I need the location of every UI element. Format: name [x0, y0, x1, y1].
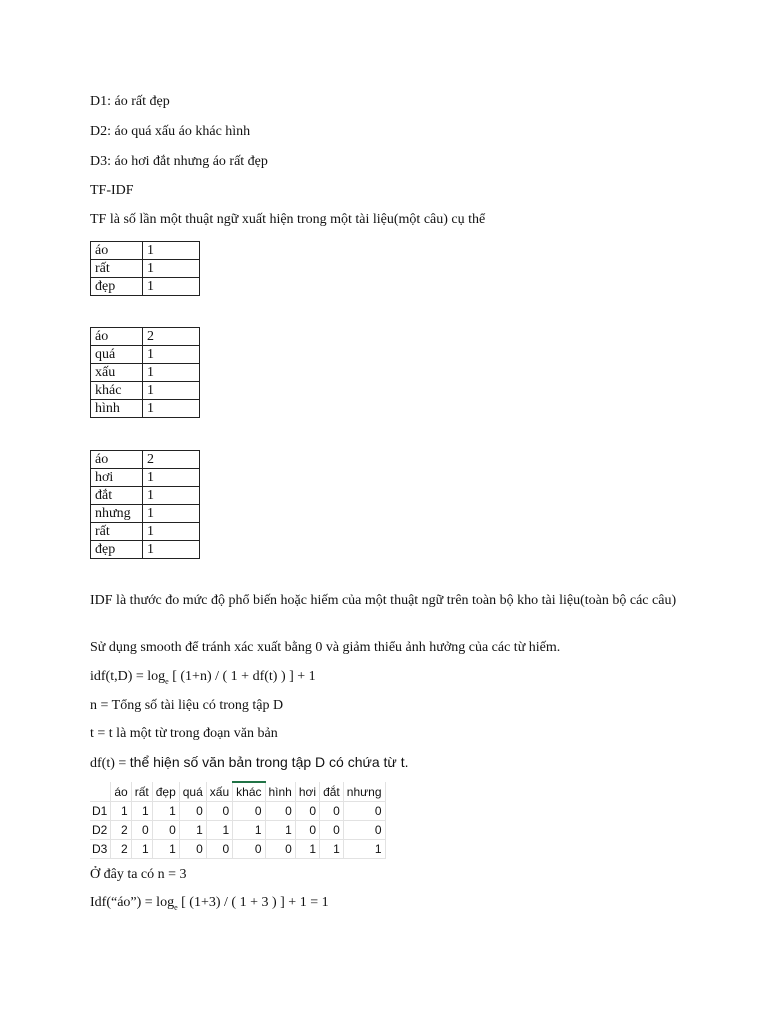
- idf-definition: IDF là thước đo mức độ phổ biến hoặc hiếm của một thuật ngữ trên toàn bộ kho tài liệu(toàn bộ các câu): [90, 593, 677, 608]
- count-cell: 1: [143, 382, 200, 400]
- df-value-cell: 0: [179, 802, 206, 821]
- term-cell: khác: [91, 382, 143, 400]
- df-value-cell: 0: [233, 802, 265, 821]
- tf-table-d2: [90, 327, 200, 418]
- df-value-cell: 0: [343, 821, 385, 840]
- df-value-cell: 0: [320, 821, 344, 840]
- count-cell: 1: [143, 242, 200, 260]
- tf-row: [91, 260, 200, 278]
- line-d2: D2: áo quá xấu áo khác hình: [90, 124, 251, 139]
- idf-formula: [90, 668, 316, 687]
- term-cell: áo: [91, 242, 143, 260]
- df-header-cell: xấu: [206, 782, 232, 802]
- df-value-cell: 1: [265, 821, 295, 840]
- df-value-cell: 0: [265, 840, 295, 859]
- tf-row: [91, 469, 200, 487]
- heading-tfidf: TF-IDF: [90, 183, 134, 198]
- term-cell: xấu: [91, 364, 143, 382]
- count-cell: 1: [143, 469, 200, 487]
- tf-row: [91, 487, 200, 505]
- term-cell: hơi: [91, 469, 143, 487]
- df-header-cell: hình: [265, 782, 295, 802]
- t-definition: t = t là một từ trong đoạn văn bản: [90, 726, 278, 741]
- df-table: [90, 781, 386, 859]
- example-part-b: [ (1+3) / ( 1 + 3 ) ] + 1 = 1: [177, 895, 329, 910]
- df-value-cell: 1: [179, 821, 206, 840]
- tf-row: [91, 364, 200, 382]
- count-cell: 1: [143, 487, 200, 505]
- df-value-cell: 1: [343, 840, 385, 859]
- term-cell: quá: [91, 346, 143, 364]
- df-row: [90, 821, 385, 840]
- df-description: thể hiện số văn bản trong tập D có chứa từ t.: [129, 754, 409, 770]
- tf-row: [91, 278, 200, 296]
- df-value-cell: 2: [111, 840, 131, 859]
- count-cell: 1: [143, 364, 200, 382]
- df-row: [90, 802, 385, 821]
- count-cell: 1: [143, 278, 200, 296]
- tf-row: [91, 242, 200, 260]
- df-value-cell: 0: [320, 802, 344, 821]
- tf-table-d3: [90, 450, 200, 559]
- df-value-cell: 0: [206, 840, 232, 859]
- n-definition: n = Tổng số tài liệu có trong tập D: [90, 698, 284, 713]
- df-value-cell: 0: [131, 821, 152, 840]
- count-cell: 2: [143, 451, 200, 469]
- term-cell: áo: [91, 328, 143, 346]
- df-value-cell: 2: [111, 821, 131, 840]
- df-row: [90, 840, 385, 859]
- line-d1: D1: áo rất đẹp: [90, 94, 170, 109]
- df-value-cell: 0: [265, 802, 295, 821]
- count-cell: 1: [143, 346, 200, 364]
- df-value-cell: 1: [131, 840, 152, 859]
- term-cell: đẹp: [91, 541, 143, 559]
- term-cell: nhưng: [91, 505, 143, 523]
- n-value: Ở đây ta có n = 3: [90, 867, 187, 882]
- df-value-cell: 0: [179, 840, 206, 859]
- df-value-cell: 1: [152, 802, 179, 821]
- df-value-cell: 1: [111, 802, 131, 821]
- df-header-cell: nhưng: [343, 782, 385, 802]
- df-header-cell: rất: [131, 782, 152, 802]
- tf-table-d1: [90, 241, 200, 296]
- df-value-cell: 1: [206, 821, 232, 840]
- term-cell: đắt: [91, 487, 143, 505]
- count-cell: 1: [143, 260, 200, 278]
- smooth-note: Sử dụng smooth để tránh xác xuất bằng 0 và giảm thiểu ảnh hưởng của các từ hiếm.: [90, 640, 561, 655]
- df-prefix: df(t) =: [90, 756, 130, 771]
- tf-row: [91, 541, 200, 559]
- df-value-cell: 1: [131, 802, 152, 821]
- df-header-cell: khác: [233, 782, 265, 802]
- df-header-cell: đẹp: [152, 782, 179, 802]
- df-value-cell: 0: [343, 802, 385, 821]
- df-definition: [90, 753, 408, 773]
- formula-part-b: [ (1+n) / ( 1 + df(t) ) ] + 1: [168, 669, 316, 684]
- count-cell: 1: [143, 523, 200, 541]
- idf-example: [90, 894, 329, 913]
- doc-label-cell: D1: [90, 802, 111, 821]
- df-header-cell: áo: [111, 782, 131, 802]
- df-value-cell: 0: [295, 821, 319, 840]
- tf-row: [91, 505, 200, 523]
- df-value-cell: 0: [152, 821, 179, 840]
- tf-definition: TF là số lần một thuật ngữ xuất hiện trong một tài liệu(một câu) cụ thể: [90, 212, 486, 227]
- doc-label-cell: D3: [90, 840, 111, 859]
- count-cell: 1: [143, 505, 200, 523]
- df-value-cell: 1: [152, 840, 179, 859]
- tf-row: [91, 523, 200, 541]
- term-cell: rất: [91, 260, 143, 278]
- df-header-cell: quá: [179, 782, 206, 802]
- tf-row: [91, 328, 200, 346]
- tf-row: [91, 400, 200, 418]
- formula-log-base: e: [165, 677, 169, 686]
- count-cell: 2: [143, 328, 200, 346]
- df-value-cell: 1: [320, 840, 344, 859]
- term-cell: hình: [91, 400, 143, 418]
- term-cell: áo: [91, 451, 143, 469]
- df-header-cell: [90, 782, 111, 802]
- df-value-cell: 0: [295, 802, 319, 821]
- tf-row: [91, 451, 200, 469]
- term-cell: đẹp: [91, 278, 143, 296]
- example-part-a: Idf(“áo”) = log: [90, 895, 175, 910]
- df-value-cell: 0: [206, 802, 232, 821]
- df-value-cell: 1: [295, 840, 319, 859]
- df-header-cell: đắt: [320, 782, 344, 802]
- df-header-cell: hơi: [295, 782, 319, 802]
- df-value-cell: 0: [233, 840, 265, 859]
- example-log-base: e: [174, 903, 178, 912]
- count-cell: 1: [143, 541, 200, 559]
- formula-part-a: idf(t,D) = log: [90, 669, 166, 684]
- tf-row: [91, 382, 200, 400]
- count-cell: 1: [143, 400, 200, 418]
- line-d3: D3: áo hơi đắt nhưng áo rất đẹp: [90, 154, 268, 169]
- term-cell: rất: [91, 523, 143, 541]
- doc-label-cell: D2: [90, 821, 111, 840]
- tf-row: [91, 346, 200, 364]
- df-value-cell: 1: [233, 821, 265, 840]
